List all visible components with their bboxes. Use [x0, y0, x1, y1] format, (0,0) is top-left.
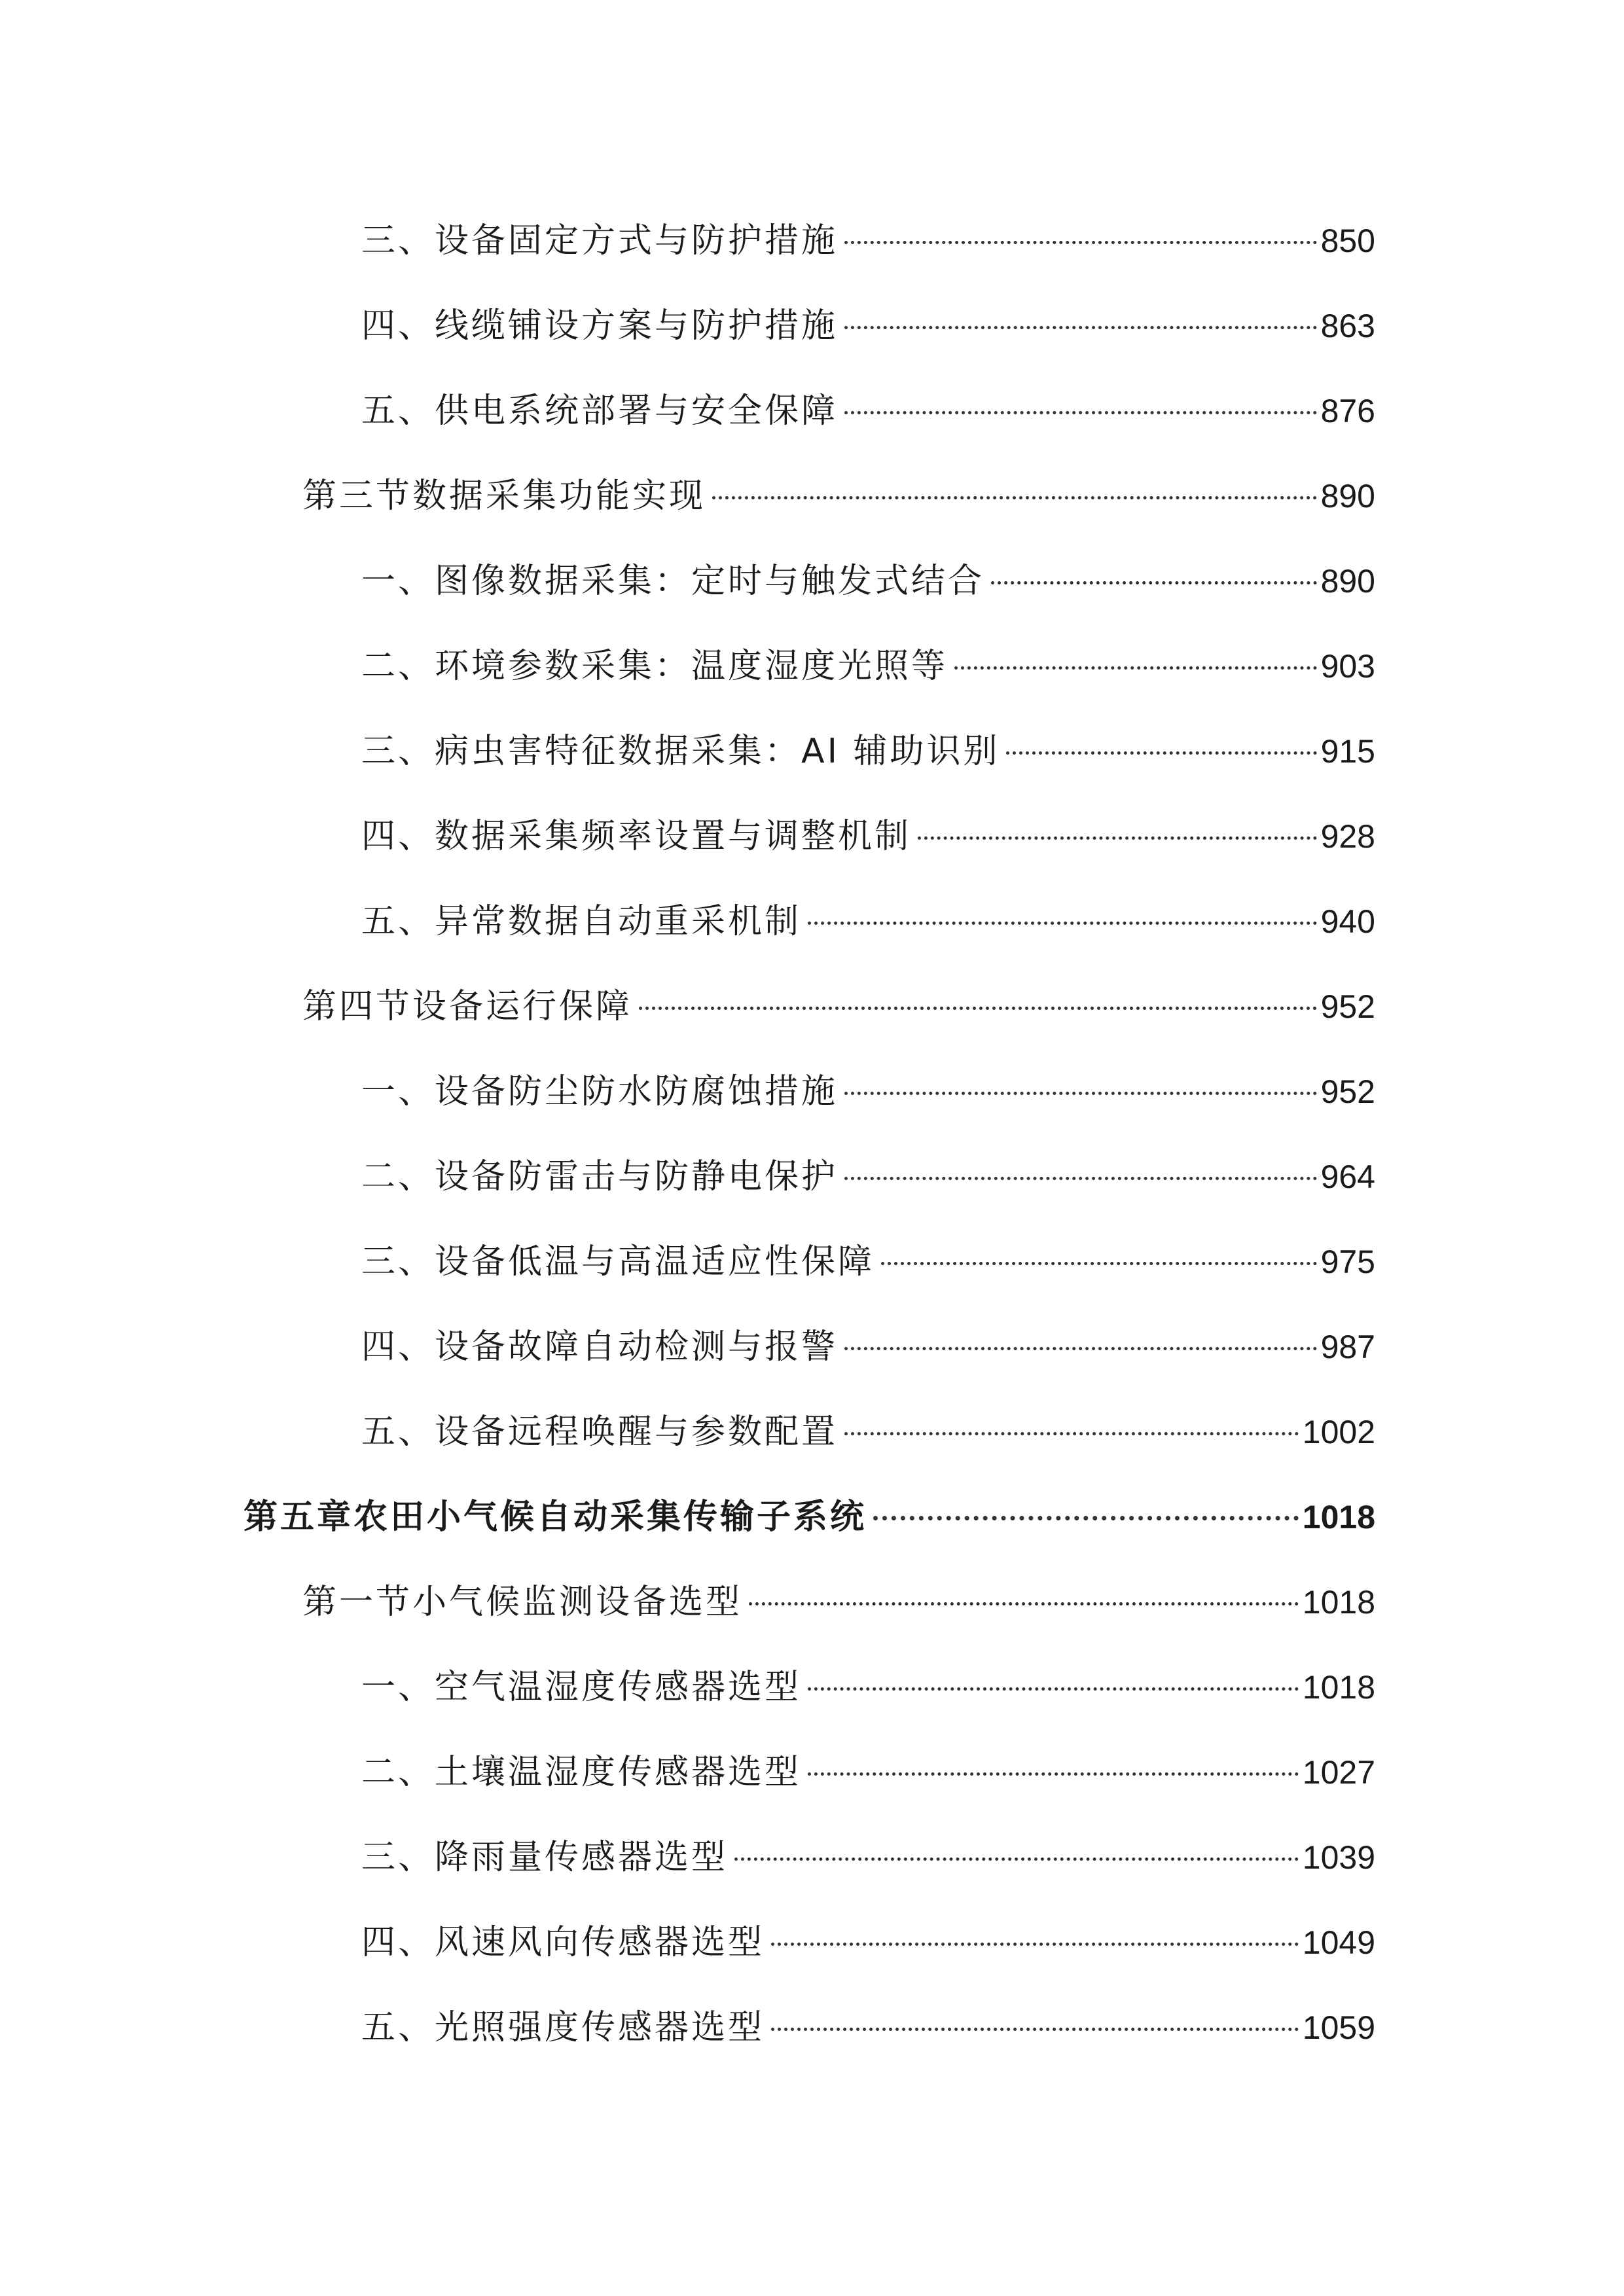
toc-entry[interactable]: [361, 1151, 1375, 1203]
toc-leader-dots: [844, 241, 1317, 244]
toc-leader-dots: [734, 1857, 1299, 1861]
toc-leader-dots: [844, 411, 1317, 414]
toc-entry-title: 第三节数据采集功能实现: [302, 476, 706, 516]
toc-page-number: 940: [1320, 903, 1375, 940]
toc-page-number: 1039: [1302, 1839, 1375, 1876]
toc-leader-dots: [808, 922, 1317, 925]
toc-leader-dots: [808, 1772, 1299, 1776]
toc-entry-title: 一、设备防尘防水防腐蚀措施: [361, 1072, 839, 1111]
toc-leader-dots: [918, 836, 1317, 840]
toc-page-number: 903: [1320, 648, 1375, 685]
toc-entry-title: 一、空气温湿度传感器选型: [361, 1668, 802, 1707]
toc-entry-title: 二、设备防雷击与防静电保护: [361, 1157, 839, 1196]
toc-entry[interactable]: [361, 640, 1375, 692]
toc-page-number: 1027: [1302, 1754, 1375, 1791]
toc-entry[interactable]: [361, 385, 1375, 437]
toc-entry-section[interactable]: [302, 470, 1375, 522]
toc-leader-dots: [844, 1092, 1317, 1095]
toc-entry[interactable]: [361, 1746, 1375, 1799]
toc-entry-title: 二、土壤温湿度传感器选型: [361, 1753, 802, 1792]
toc-entry[interactable]: [361, 215, 1375, 267]
toc-entry[interactable]: [361, 1066, 1375, 1118]
toc-page-number: 1018: [1302, 1499, 1375, 1535]
toc-entry-title: 五、供电系统部署与安全保障: [361, 391, 839, 431]
toc-page-number: 928: [1320, 818, 1375, 855]
toc-entry-section[interactable]: [302, 1576, 1375, 1628]
toc-entry-title: 二、环境参数采集：温度湿度光照等: [361, 647, 948, 686]
toc-page-number: 850: [1320, 223, 1375, 259]
toc-entry[interactable]: [361, 1916, 1375, 1969]
toc-page-number: 1018: [1302, 1669, 1375, 1706]
toc-entry-title: 四、数据采集频率设置与调整机制: [361, 817, 912, 856]
toc-entry-title: 五、光照强度传感器选型: [361, 2008, 765, 2047]
toc-entry[interactable]: [361, 2001, 1375, 2054]
toc-leader-dots: [771, 2028, 1299, 2031]
toc-leader-dots: [808, 1687, 1299, 1691]
toc-entry[interactable]: [361, 810, 1375, 863]
toc-entry[interactable]: [361, 555, 1375, 607]
toc-page-number: 915: [1320, 733, 1375, 770]
toc-entry-title: 第五章农田小气候自动采集传输子系统: [244, 1498, 867, 1537]
toc-leader-dots: [712, 496, 1317, 499]
toc-page-number: 975: [1320, 1244, 1375, 1280]
toc-leader-dots: [1006, 751, 1316, 755]
toc-entry[interactable]: [361, 725, 1375, 778]
toc-page-number: 1049: [1302, 1924, 1375, 1961]
toc-entry-title: 五、设备远程唤醒与参数配置: [361, 1412, 839, 1452]
toc-leader-dots: [844, 326, 1317, 329]
toc-page-number: 863: [1320, 308, 1375, 344]
toc-leader-dots: [749, 1602, 1299, 1605]
toc-entry-title: 一、图像数据采集：定时与触发式结合: [361, 562, 985, 601]
toc-entry-title: 三、降雨量传感器选型: [361, 1838, 729, 1877]
toc-page-number: 987: [1320, 1329, 1375, 1365]
toc-leader-dots: [844, 1347, 1317, 1350]
toc-page-number: 952: [1320, 988, 1375, 1025]
toc-entry[interactable]: [361, 1321, 1375, 1373]
toc-page-number: 1059: [1302, 2009, 1375, 2046]
toc-page-number: 1018: [1302, 1584, 1375, 1621]
toc-entry[interactable]: [361, 1661, 1375, 1713]
toc-entry-title: 四、线缆铺设方案与防护措施: [361, 306, 839, 346]
toc-entry-title: 三、设备固定方式与防护措施: [361, 221, 839, 260]
toc-entry-chapter[interactable]: [244, 1491, 1375, 1543]
toc-entry-title: 四、风速风向传感器选型: [361, 1923, 765, 1962]
toc-leader-dots: [844, 1177, 1317, 1180]
toc-leader-dots: [639, 1007, 1317, 1010]
toc-leader-dots: [954, 666, 1317, 670]
toc-leader-dots: [881, 1262, 1317, 1265]
toc-entry-title: 第一节小气候监测设备选型: [302, 1583, 743, 1622]
toc-entry[interactable]: [361, 895, 1375, 948]
toc-entry-section[interactable]: [302, 980, 1375, 1033]
toc-entry-title: 第四节设备运行保障: [302, 987, 633, 1026]
toc-leader-dots: [873, 1516, 1299, 1520]
toc-page-number: 964: [1320, 1158, 1375, 1195]
toc-page-number: 952: [1320, 1073, 1375, 1110]
toc-leader-dots: [991, 581, 1317, 584]
toc-page-number: 890: [1320, 478, 1375, 514]
toc-leader-dots: [844, 1432, 1299, 1435]
toc-entry-title: 五、异常数据自动重采机制: [361, 902, 802, 941]
toc-page-number: 876: [1320, 393, 1375, 429]
toc-entry[interactable]: [361, 1406, 1375, 1458]
toc-entry[interactable]: [361, 1236, 1375, 1288]
toc-page-number: 1002: [1302, 1414, 1375, 1450]
toc-entry-title: 三、病虫害特征数据采集：AI 辅助识别: [361, 732, 1000, 771]
toc-leader-dots: [771, 1943, 1299, 1946]
toc-entry-title: 四、设备故障自动检测与报警: [361, 1327, 839, 1367]
toc-page-number: 890: [1320, 563, 1375, 600]
toc-entry[interactable]: [361, 300, 1375, 352]
toc-entry[interactable]: [361, 1831, 1375, 1884]
toc-entry-title: 三、设备低温与高温适应性保障: [361, 1242, 875, 1282]
